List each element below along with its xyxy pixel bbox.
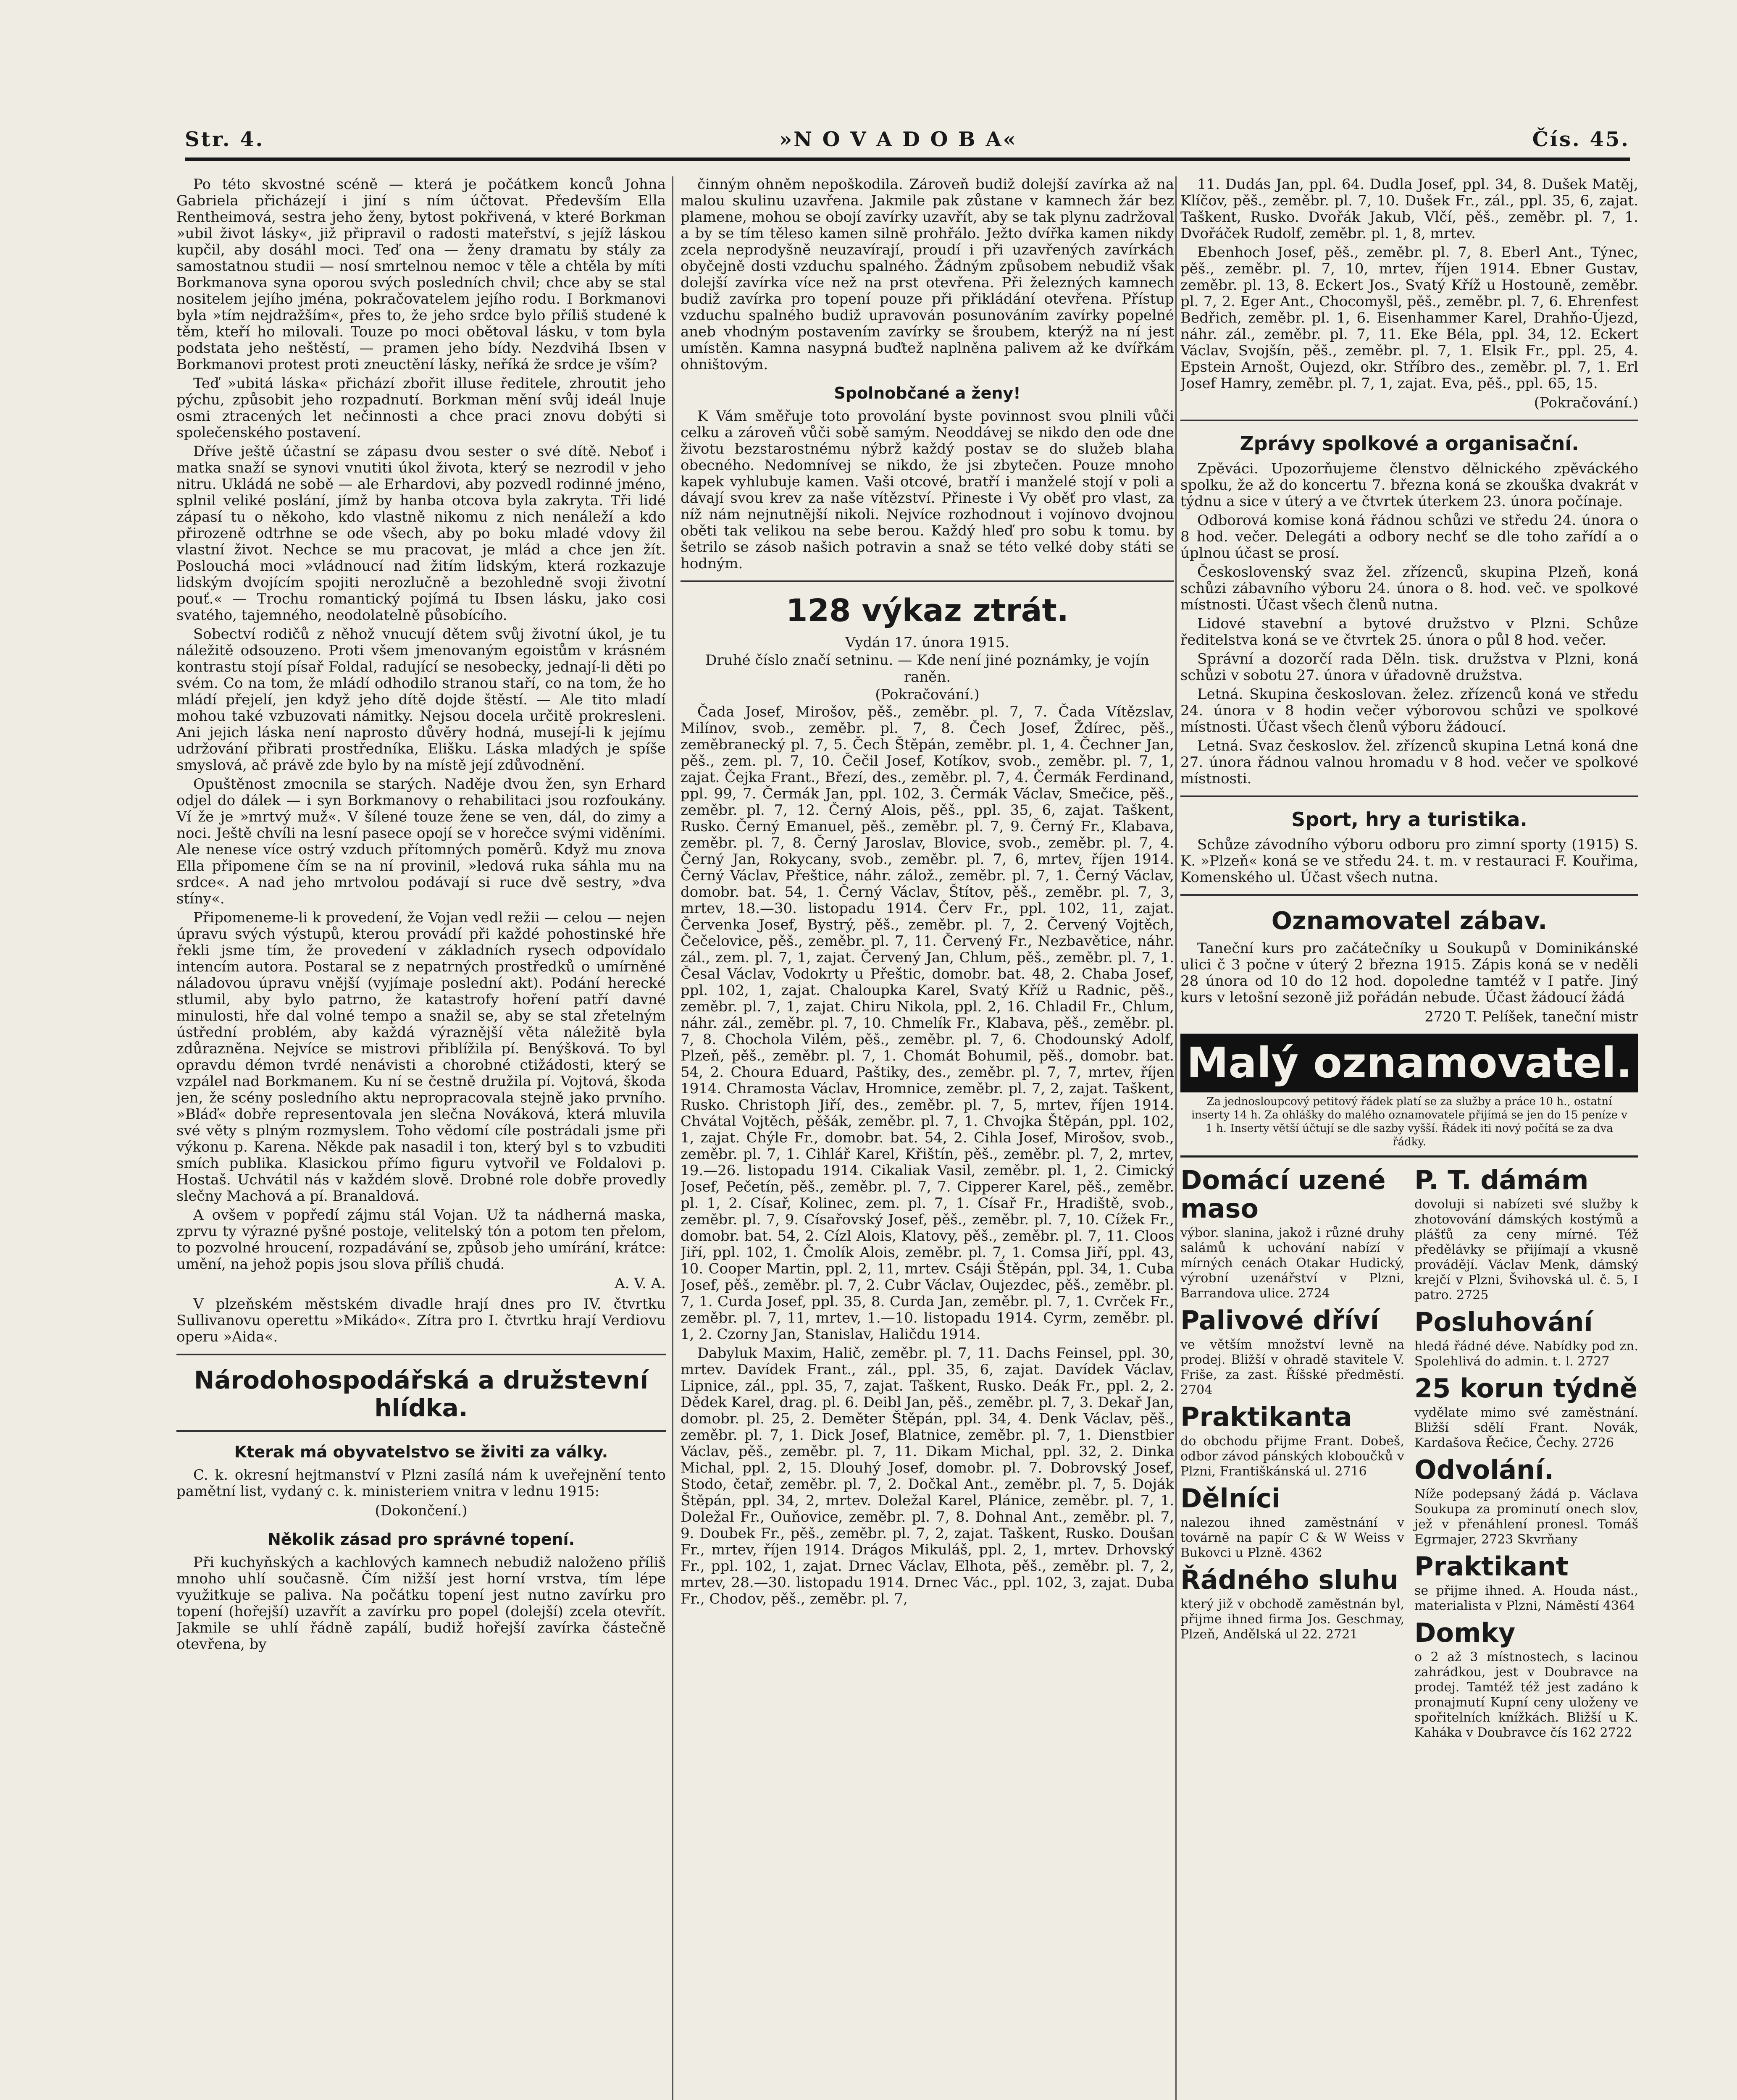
ad-heading: Praktikant	[1414, 1551, 1569, 1582]
casualty-list: Ebenhoch Josef, pěš., zeměbr. pl. 7, 8. Eberl Ant., Týnec, pěš., zeměbr. pl. 7, 10, mrtev, říjen 1914. Ebner Gustav, zeměbr. pl. 13, 8. Eckert Jos., Svatý Kříž u Hostouně, zeměbr. pl. 7, 2. Eger Ant., Chocomyšl, pěš., zeměbr. pl. 7, 6. Ehrenfest Bedřich, zeměbr. pl. 1, 6. Eisenhammer Karel, Drahňo-Újezd, náhr. zál., zeměbr. pl. 7, 11. Eke Béla, ppl. 34, 12. Eckert Václav, Svojšín, pěš., zeměbr. pl. 7, 1. Elsik Fr., ppl. 25, 4. Epstein Arnošt, Oujezd, okr. Stříbro des., zeměbr. pl. 7, 1. Erl Josef Hamry, zeměbr. pl. 7, 1, zajat. Eva, pěš., ppl. 65, 15.	[1180, 244, 1638, 392]
article-paragraph: činným ohněm nepoškodila. Zároveň budiž dolejší zavírka až na malou skulinu uzavřena. Jakmile pak zůstane v kamnech žár bez plamene, mohou se obojí zavírky uzavřít, aby se tak plynu zadržoval a by se tím těleso kamen silně prohřálo. Ježto dvířka kamen nikdy zcela neprodyšně neuzavírají, proudí i při uzavřených zavírkách obyčejně dosti vzduchu spalného. Žádným způsobem nebudiž však dolejší zavírka více než na prst otevřena. Při železných kamnech budiž zavírka pro topení pouze při přikládání otevřena. Přístup vzduchu spalného budiž upravován posunováním zavírky popelné aneb vhodným postavením zavírky se šroubem, kterýž na ní jest umístěn. Kamna nasypná buďtež naplněna palivem až ke dvířkám ohništovým.	[681, 176, 1174, 373]
issue-number: Čís. 45.	[1532, 128, 1630, 151]
article-paragraph: Po této skvostné scéně — která je počátkem konců Johna Gabriela přicházejí i jiní s ním účtovat. Především Ella Rentheimová, sestra jeho ženy, bytost pokřivená, v které Borkman »ubil život lásky«, již připravil o radosti mateřství, s jejíž láskou kupčil, aby dosáhl moci. Teď ona — ženy dramatu by stály za samostatnou studii — nosí smrtelnou nemoc v těle a chtěla by míti Borkmanova syna oporou svých posledních chvil; chce aby se stal nositelem jejího jména, pokračovatelem jejího rodu. I Borkmanovi byla »tím nejdražším«, přes to, že jeho srdce bylo příliš studené k těm, kteří ho milovali. Touze po moci obětoval lásku, v tom byla podstata jeho neštěstí, — pramen jeho bídy. Nezdvihá Ibsen v Borkmanovi protest proti zneuctění lásky, neříká že srdce je vším?	[176, 176, 666, 373]
theatre-notice: V plzeňském městském divadle hrají dnes pro IV. čtvrtku Sullivanovu operettu »Mikádo«. Zítra pro I. čtvrtku hrají Verdiovu operu »Aida«.	[176, 1296, 666, 1345]
continuation-note: (Pokračování.)	[875, 686, 980, 703]
ad-heading: 25 korun týdně	[1414, 1373, 1638, 1404]
ad-body: dovoluji si nabízeti své služby k zhotovování dámských kostýmů a plášťů za ceny mírné. Též předělávky se přijímají a vkusně provádějí. Václav Menk, dámský krejčí v Plzni, Švihovská ul. č. 5, I patro. 2725	[1414, 1197, 1638, 1302]
article-paragraph: Teď »ubitá láska« přichází zbořit illuse ředitele, zhroutit jeho pýchu, způsobit jeho rozpadnutí. Borkman mění svůj ideál lnuje osmi ztracených let nečinnosti a chce praci znovu dobýti si společenského postavení.	[176, 375, 666, 441]
article-heading: Kterak má obyvatelstvo se živiti za války.	[234, 1443, 608, 1461]
ad-body: hledá řádné déve. Nabídky pod zn. Spolehlivá do admin. t. l. 2727	[1414, 1339, 1638, 1369]
notice: Letná. Svaz českoslov. žel. zřízenců skupina Letná koná dne 27. února řádnou valnou hromadu v 8 hod. večer ve spolkové místnosti.	[1180, 738, 1638, 787]
page-number: Str. 4.	[185, 128, 265, 151]
newspaper-title: »N O V A D O B A«	[779, 128, 1017, 151]
article-paragraph: Dříve ještě účastní se zápasu dvou sester o své dítě. Neboť i matka snaží se synovi vnutiti úkol života, který se nezrodil v jeho nitru. Ukládá ne sobě — ale Erhardovi, aby pozvedl rodinné jméno, splnil veliké poslání, jímž by hanba otcova byla zakryta. Tři lidé zápasí tu o někoho, kdo vlastně nikomu z nich nenáleží a kdo přirozeně odtrhne se ode všech, aby po boku mladé vdovy žil vlastní život. Nechce se mu pracovat, je mlád a chce jen žít. Poslouchá moci »vládnoucí nad žitím lidským, která rozkazuje lidským dvojícím spojiti nerozlučně a bezohledně svoji životní pouť.« — Trochu romantický pojímá tu Ibsen lásku, jako cosi svatého, tajemného, neodolatelně působícího.	[176, 443, 666, 624]
ad-heading: Praktikanta	[1180, 1402, 1352, 1432]
ad-heading: P. T. dámám	[1414, 1165, 1589, 1195]
ad-body: výbor. slanina, jakož i různé druhy salámů k uchování nabízí v mírných cenách Otakar Hudický, výrobní uzenářství v Plzni, Barrandova ulice. 2724	[1180, 1226, 1404, 1301]
divider	[1180, 795, 1638, 797]
ad-heading: Dělníci	[1180, 1483, 1281, 1514]
ads-right-column	[1414, 1162, 1638, 1746]
page-header	[185, 126, 1630, 151]
article-paragraph: Připomeneme-li k provedení, že Vojan vedl režii — celou — nejen úpravu svých výstupů, kterou provádí při každé pohostinské hře řekli jsme tím, že provedení v základních rysech odpovídalo intencím autora. Postaral se z nepatrných prostředků o umírněné náladovou úpravu vnější (vyjímaje poslední akt). Podání herecké stlumil, aby bylo patrno, že katastrofy hoření patří davné minulosti, hře dal volné tempo a snažil se, aby se stal zřetelným ústřední problém, aby každá výraznější věta náležitě byla zdůrazněna. Nejvíce se mistrovi přiblížila pí. Benýšková. To byl opravdu démon tvrdé nenávisti a chorobné ctižádosti, který se vzpálel nad Borkmanem. Ku ní se čestně družila pí. Vojtová, škoda jen, že scény posledního aktu nepropracovala stejně jako prvního. »Bláď« dobře representovala jen slečna Nováková, která mluvila své věty s plným rozmyslem. Toho vědomí cíle postrádali jsme při výkonu p. Karena. Někde pak nasadil i ton, který byl s to vzbuditi smích publika. Klasickou přímo figuru vytvořil ve Foldalovi p. Hostaš. Uchvátil nás v každém slově. Drobné role dobře provedly slečny Machová a pí. Branaldová.	[176, 909, 666, 1205]
article-paragraph: A ovšem v popředí zájmu stál Vojan. Už ta nádherná maska, zprvu ty výrazné pyšné postoje, velitelský tón a potom ten přelom, to pozvolné hroucení, rozpadávání se, způsob jeho umírání, krátce: umění, na jehož popis jsou slova příliš chudá.	[176, 1207, 666, 1273]
divider	[1180, 420, 1638, 421]
divider	[176, 1430, 666, 1432]
section-heading: Zprávy spolkové a organisační.	[1240, 432, 1579, 455]
casualty-list: Dabyluk Maxim, Halič, zeměbr. pl. 7, 11. Dachs Feinsel, ppl. 30, mrtev. Davídek Frant., zál., ppl. 35, 6, zajat. Davídek Václav, Lipnice, zál., ppl. 35, 7, zajat. Taškent, Rusko. Deák Fr., ppl. 2, 2. Dědek Karel, drag. pl. 6. Deibl Jan, pěš., zeměbr. pl. 7, 3. Dekař Jan, domobr. pl. 25, 2. Deměter Štěpán, ppl. 34, 4. Denk Václav, pěš., zeměbr. pl. 7, 1. Dick Josef, Blatnice, zeměbr. pl. 7, 1. Dienstbier Václav, pěš., zeměbr. pl. 7, 11. Dikam Michal, ppl. 32, 2. Dinka Michal, ppl. 2, 15. Dlouhý Josef, domobr. pl. 7. Dobrovský Josef, Stodo, četař, zeměbr. pl. 7, 2. Dočkal Ant., zeměbr. pl. 7, 5. Doják Štěpán, ppl. 34, 2, mrtev. Doležal Karel, Plánice, zeměbr. pl. 7, 1. Doležal Fr., Ouňovice, zeměbr. pl. 7, 8. Dohnal Ant., zeměbr. pl. 7, 9. Doubek Fr., pěš., zeměbr. pl. 7, 2, zajat. Taškent, Rusko. Doušan Fr., mrtev, říjen 1914. Drágos Mikuláš, ppl. 2, 1, mrtev. Drhovský Fr., ppl. 102, 1, zajat. Drnec Václav, Elhota, pěš., zeměbr. pl. 7, 2, mrtev, 28.—30. listopadu 1914. Drnec Vác., ppl. 102, 3, zajat. Duba Fr., Chodov, pěš., zeměbr. pl. 7,	[681, 1345, 1174, 1607]
ad-heading: Palivové dříví	[1180, 1305, 1380, 1336]
casualty-list-date: Vydán 17. února 1915.	[845, 634, 1009, 651]
classifieds-rates: Za jednosloupcový petitový řádek platí se za služby a práce 10 h., ostatní inserty 14 h. Za ohlášky do malého oznamovatele přijímá se jen do 15 peníze v 1 h. Inserty větší účtují se dle sazby vyšší. Řádek iti nový počítá se za dva řádky.	[1191, 1095, 1627, 1148]
notice: Schůze závodního výboru odboru pro zimní sporty (1915) S. K. »Plzeň« koná se ve středu 24. t. m. v restauraci F. Kouřima, Komenského ul. Účast všech nutna.	[1180, 836, 1638, 886]
ad-body: o 2 až 3 místnostech, s lacinou zahrádkou, jest v Doubravce na prodej. Tamtéž též jest zadáno k pronajmutí Kupní ceny uloženy ve spořitelních knížkách. Bližší u K. Kaháka v Doubravce čís 162 2722	[1414, 1650, 1638, 1740]
column-3	[1180, 176, 1638, 2100]
ad-body: nalezou ihned zaměstnání v továrně na papír C & W Weiss v Bukovci u Plzně. 4362	[1180, 1515, 1404, 1560]
article-paragraph: Sobectví rodičů z něhož vnucují dětem svůj životní úkol, je tu náležitě odsouzeno. Proti všem jmenovaným egoistům v krásném kontrastu stojí písař Foldal, radující se nesobecky, jednají-li děti po svém. Co na tom, že mládí odhodilo stranou staří, co na tom, že ho mládí přejelí, jen když jeho dítě dojde štěstí. — Ale tito mladí mohou také vzbuzovati námitky. Nejsou docela určitě prokresleni. Ani jejich láska není naprosto důvěry hodná, musejí-li k jejímu udržování přibrati prostředníka, Elišku. Láska mladých je spíše smyslová, ač právě zde bylo by na místě její zdůvodnění.	[176, 626, 666, 774]
ad-body: se přijme ihned. A. Houda nást., materialista v Plzni, Náměstí 4364	[1414, 1583, 1638, 1613]
notice: Letná. Skupina českoslovan. želez. zřízenců koná ve středu 24. února v 8 hodin večer výborovou schůzi ve spolkové místnosti. Účast všech členů výboru žádoucí.	[1180, 686, 1638, 735]
ad-body: ve větším množství levně na prodej. Bližší v ohradě stavitele V. Friše, za zast. Říšské předměstí. 2704	[1180, 1337, 1404, 1397]
article-signature: A. V. A.	[615, 1275, 666, 1292]
section-heading: Oznamovatel zábav.	[1271, 906, 1548, 935]
column-2	[681, 176, 1174, 2100]
continuation-note: (Dokončení.)	[375, 1502, 468, 1519]
article-paragraph: Při kuchyňských a kachlových kamnech nebudiž naloženo příliš mnoho uhlí současně. Čím nižší jest horní vrstva, tím lépe využitkuje se paliva. Na počátku topení jest nutno zavírku pro topení (hořejší) uzavřít a zavírku pro popel (dolejší) zcela otevřít. Jakmile se uhlí řádně zapálí, budiž hořejší zavírka částečně otevřena, by	[176, 1554, 666, 1653]
article-paragraph: Opuštěnost zmocnila se starých. Naděje dvou žen, syn Erhard odjel do dálek — i syn Borkmanovy o rehabilitaci jsou rozfoukány. Ví že je »mrtvý muž«. V šílené touze žene se ven, dál, do zimy a noci. Ještě chvíli na lesní pasece opojí se v horečce svými viděními. Ale nenese více ostrý vzduch přítomných poměrů. Když mu znova Ella připomene čím se na ní provinil, »ledová ruka sáhla mu na srdce«. A nad jeho mrtvolou podávají si ruce dvě sestry, »dva stíny«.	[176, 776, 666, 907]
ad-heading: Posluhování	[1414, 1307, 1593, 1337]
casualty-list: 11. Dudás Jan, ppl. 64. Dudla Josef, ppl. 34, 8. Dušek Matěj, Klíčov, pěš., zeměbr. pl. 7, 10. Dušek Fr., zál., ppl. 35, 6, zajat. Taškent, Rusko. Dvořák Jakub, Vlčí, pěš., zeměbr. pl. 7, 1. Dvořáček Rudolf, zeměbr. pl. 1, 8, mrtev.	[1180, 176, 1638, 242]
casualty-list-heading: 128 výkaz ztrát.	[786, 593, 1069, 629]
ad-heading: Odvolání.	[1414, 1454, 1554, 1485]
section-heading: Národohospodářská a družstevní hlídka.	[194, 1366, 649, 1422]
notice-signature: 2720 T. Pelíšek, taneční mistr	[1424, 1008, 1638, 1025]
casualty-list: Čada Josef, Mirošov, pěš., zeměbr. pl. 7, 7. Čada Vítězslav, Milínov, svob., zeměbr. pl. 7, 8. Čech Josef, Ždírec, pěš., zeměbranecký pl. 7, 5. Čech Štěpán, zeměbr. pl. 1, 4. Čechner Jan, pěš., zem. pl. 7, 10. Čečil Josef, Kotíkov, svob., zeměbr. pl. 7, 1, zajat. Čejka Frant., Březí, des., zeměbr. pl. 7, 4. Čermák Ferdinand, ppl. 99, 7. Čermák Jan, ppl. 102, 3. Čermák Václav, Smečice, pěš., zeměbr. pl. 7, 12. Černý Alois, pěš., ppl. 35, 6, zajat. Taškent, Rusko. Černý Emanuel, pěš., zeměbr. pl. 7, 9. Černý Fr., Klabava, zeměbr. pl. 7, 8. Černý Jaroslav, Blovice, svob., zeměbr. pl. 7, 4. Černý Jan, Rokycany, svob., zeměbr. pl. 7, 6, mrtev, říjen 1914. Černý Václav, Přeštice, náhr. zálož., zeměbr. pl. 7, 1. Černý Václav, domobr. bat. 54, 1. Černý Václav, Štítov, pěš., zeměbr. pl. 7, 3, mrtev, 18.—30. listopadu 1914. Červ Fr., ppl. 102, 11, zajat. Červenka Josef, Bystrý, pěš., zeměbr. pl. 7, 2. Červený Vojtěch, Čečelovice, pěš., zeměbr. pl. 7, 11. Červený Fr., Nezbavětice, náhr. zál., zem. pl. 7, 1, zajat. Červený Jan, Chlum, pěš., zeměbr. pl. 7, 1. Česal Václav, Vodokrty u Přeštic, domobr. bat. 48, 2. Chaba Josef, ppl. 102, 1, zajat. Chaloupka Karel, Svatý Kříž u Radnic, pěš., zeměbr. pl. 7, 1, zajat. Chiru Nikola, ppl. 2, 16. Chladil Fr., Chlum, náhr. zál., zeměbr. pl. 7, 10. Chmelík Fr., Klabava, pěš., zeměbr. pl. 7, 8. Chochola Vilém, pěš., zeměbr. pl. 7, 6. Chodounský Adolf, Plzeň, pěš., zeměbr. pl. 7, 1. Chomát Bohumil, pěš., domobr. bat. 54, 2. Choura Eduard, Paštiky, des., zeměbr. pl. 7, 7, mrtev, říjen 1914. Chramosta Václav, Hromnice, zeměbr. pl. 7, 2, zajat. Taškent, Rusko. Christoph Jiří, des., zeměbr. pl. 7, 5, mrtev, říjen 1914. Chvátal Vojtěch, pěšák, zeměbr. pl. 7, 1. Chvojka Štěpán, ppl. 102, 1, zajat. Chýle Fr., domobr. bat. 54, 2. Cihla Josef, Mirošov, svob., zeměbr. pl. 7, 1. Cihlář Karel, Křištín, pěš., zeměbr. pl. 7, 2, mrtev, 19.—26. listopadu 1914. Cikaliak Vasil, zeměbr. pl. 1, 2. Cimický Josef, Pečetín, pěš., zeměbr. pl. 7, 7. Cipperer Karel, pěš., zeměbr. pl. 1, 2. Císař, Kolinec, zem. pl. 7, 1. Císař Fr., Hradiště, svob., zeměbr. pl. 7, 9. Císařovský Josef, pěš., zeměbr. pl. 7, 10. Cížek Fr., domobr. bat. 54, 2. Cízl Alois, Klatovy, pěš., zeměbr. pl. 7, 11. Cloos Jiří, ppl. 102, 1. Čmolík Alois, zeměbr. pl. 7, 1. Comsa Jiří, ppl. 43, 10. Cooper Martin, ppl. 2, 11, mrtev. Csáji Štěpán, ppl. 34, 1. Cuba Josef, pěš., zeměbr. pl. 7, 2. Cubr Václav, Oujezdec, pěš., zeměbr. pl. 7, 1. Curda Josef, ppl. 35, 8. Curda Jan, zeměbr. pl. 7, 1. Cvrček Fr., zeměbr. pl. 7, 11, mrtev, 1.—10. listopadu 1914. Cyrm, zeměbr. pl. 1, 2. Czorny Jan, Stanislav, Haličdu 1914.	[681, 704, 1174, 1343]
casualty-list-note: Druhé číslo značí setninu. — Kde není jiné poznámky, je vojín raněn.	[705, 652, 1149, 685]
notice: Československý svaz žel. zřízenců, skupina Plzeň, koná schůzi zábavního výboru 24. února o 8. hod. več. ve spolkové místnosti. Účast všech členů nutna.	[1180, 564, 1638, 613]
divider	[681, 580, 1174, 582]
ad-heading: Řádného sluhu	[1180, 1564, 1399, 1595]
section-heading: Sport, hry a turistika.	[1291, 808, 1527, 831]
notice: Správní a dozorčí rada Děln. tisk. družstva v Plzni, koná schůzi v sobotu 27. února v úřadovně družstva.	[1180, 651, 1638, 684]
appeal-heading: Spolnobčané a ženy!	[834, 384, 1021, 402]
article-paragraph: C. k. okresní hejtmanství v Plzni zasílá nám k uveřejnění tento pamětní list, vydaný c. k. ministeriem vnitra v lednu 1915:	[176, 1467, 666, 1500]
column-divider	[1175, 176, 1177, 2100]
ad-body: Níže podepsaný žádá p. Václava Soukupa za prominutí onech slov, jež v přenáhlení pronesl. Tomáš Egrmajer, 2723 Skvrňany	[1414, 1487, 1638, 1547]
continuation-note: (Pokračování.)	[1534, 394, 1638, 411]
divider	[176, 1354, 666, 1355]
notice: Taneční kurs pro začátečníky u Soukupů v Dominikánské ulici č 3 počne v úterý 2 března 1915. Zápis koná se v neděli 28 února od 10 do 12 hod. dopoledne tamtéž v I patře. Jiný kurs v letošní sezoně již pořádán nebude. Účast žádoucí žádá	[1180, 940, 1638, 1006]
divider	[1180, 894, 1638, 896]
ad-body: vydělate mimo své zaměstnání. Bližší sdělí Frant. Novák, Kardašova Řečice, Čechy. 2726	[1414, 1405, 1638, 1450]
classified-ads	[1180, 1155, 1638, 1746]
ad-heading: Domácí uzené maso	[1180, 1165, 1386, 1224]
notice: Lidové stavební a bytové družstvo v Plzni. Schůze ředitelstva koná se ve čtvrtek 25. února o půl 8 hod. večer.	[1180, 615, 1638, 648]
column-1	[176, 176, 666, 2100]
ads-left-column	[1180, 1162, 1404, 1746]
notice: Zpěváci. Upozorňujeme členstvo dělnického zpěváckého spolku, že až do koncertu 7. března koná se zkouška dvakrát v týdnu a sice v úterý a ve čtvrtek úterkem 23. února počínaje.	[1180, 460, 1638, 510]
header-rule	[185, 158, 1630, 161]
subheading: Několik zásad pro správné topení.	[268, 1530, 575, 1549]
ad-body: který již v obchodě zaměstnán byl, přijme ihned firma Jos. Geschmay, Plzeň, Andělská ul 22. 2721	[1180, 1597, 1404, 1642]
classifieds-banner: Malý oznamovatel.	[1180, 1034, 1638, 1092]
notice: Odborová komise koná řádnou schůzi ve středu 24. února o 8 hod. večer. Delegáti a odbory nechť se dle toho zařídí a o úplnou účast se prosí.	[1180, 512, 1638, 562]
column-divider	[672, 176, 673, 2100]
ad-body: do obchodu přijme Frant. Dobeš, odbor závod pánských kloboučků v Plzni, Františkánská ul. 2716	[1180, 1434, 1404, 1479]
article-paragraph: K Vám směřuje toto provolání byste povinnost svou plnili vůči celku a zároveň vůči sobě samým. Neoddávej se nikdo den ode dne životu bezstarostnému nýbrž každý postav se do služeb blaha obecného. Nedomnívej se nikdo, že jsi zbytečen. Pouze mnoho kapek vyhlubuje kamen. Vaši otcové, bratří i manželé stojí v poli a dávají svou krev za naše vítězství. Přineste i Vy oběť pro vlast, za níž nám nejnutnější nikoli. Nejvíce rozhodnout i vojínovo dvojnou oběti tak velikou na sebe berou. Každý hleď pro sobu k tomu. by šetrilo se zásob našich potravin a snaž se této velké doby státi se hodným.	[681, 408, 1174, 572]
ad-heading: Domky	[1414, 1617, 1516, 1648]
